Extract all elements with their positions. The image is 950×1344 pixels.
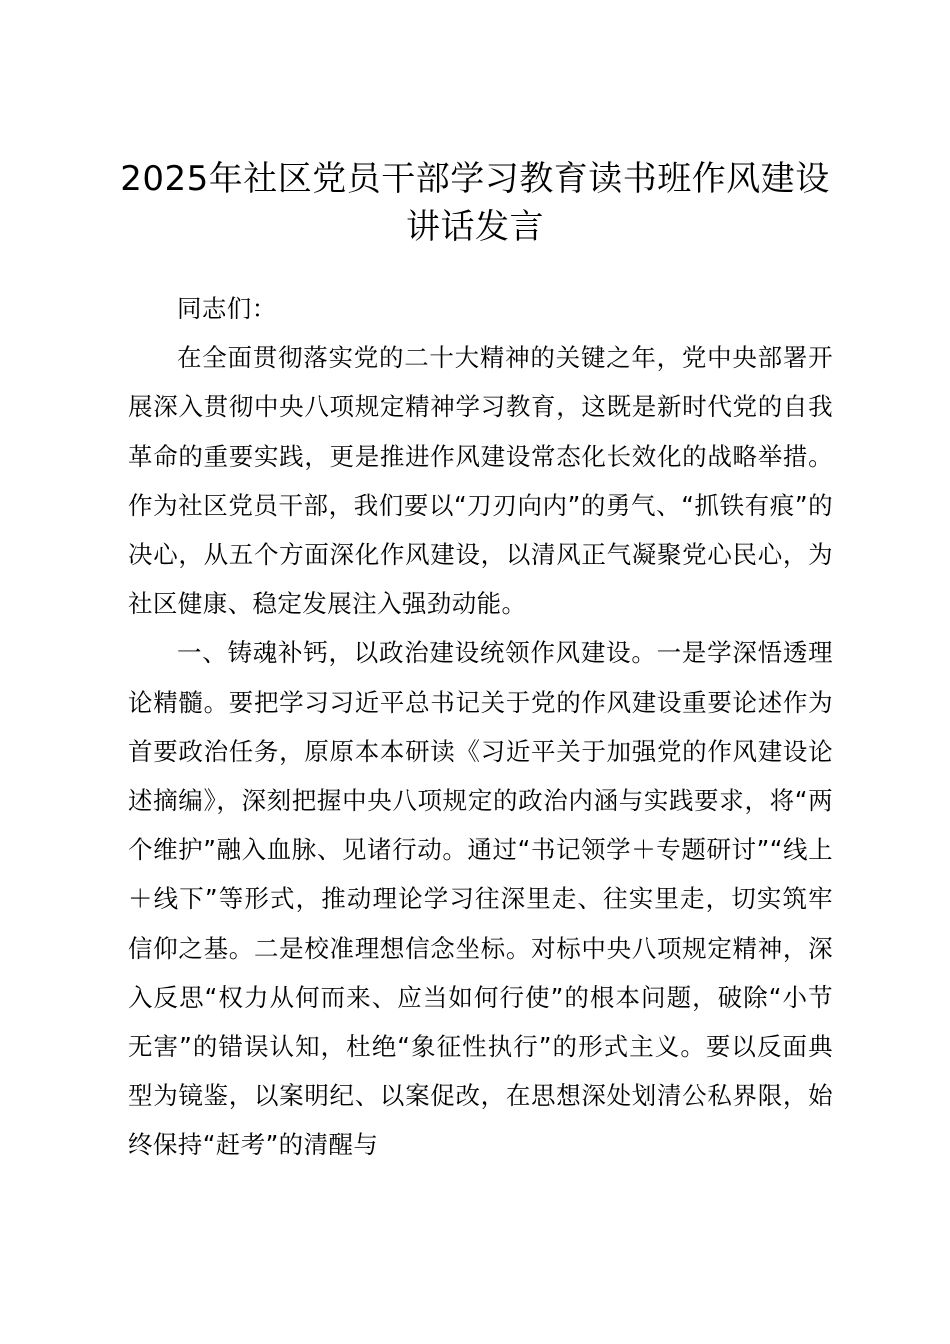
salutation: 同志们： [177, 294, 277, 323]
document-title: 2025年社区党员干部学习教育读书班作风建设讲话发言 [120, 159, 830, 247]
paragraph-section-one: 一、铸魂补钙，以政治建设统领作风建设。一是学深悟透理论精髓。要把学习习近平总书记关于党的作风建设重要论述作为首要政治任务，原原本本研读《习近平关于加强党的作风建设论述摘编》，深刻把握中央八项规定的政治内涵与实践要求，将“两个维护”融入血脉、见诸行动。通过“书记领学＋专题研讨”“线上＋线下”等形式，推动理论学习往深里走、往实里走，切实筑牢信仰之基。二是校准理想信念坐标。对标中央八项规定精神，深入反思“权力从何而来、应当如何行使”的根本问题，破除“小节无害”的错误认知，杜绝“象征性执行”的形式主义。要以反面典型为镜鉴，以案明纪、以案促改，在思想深处划清公私界限，始终保持“赶考”的清醒与 [128, 638, 833, 1160]
paragraph-intro: 在全面贯彻落实党的二十大精神的关键之年，党中央部署开展深入贯彻中央八项规定精神学习教育，这既是新时代党的自我革命的重要实践，更是推进作风建设常态化长效化的战略举措。作为社区党员干部，我们要以“刀刃向内”的勇气、“抓铁有痕”的决心，从五个方面深化作风建设，以清风正气凝聚党心民心，为社区健康、稳定发展注入强劲动能。 [128, 343, 833, 619]
document-body [128, 284, 833, 1170]
